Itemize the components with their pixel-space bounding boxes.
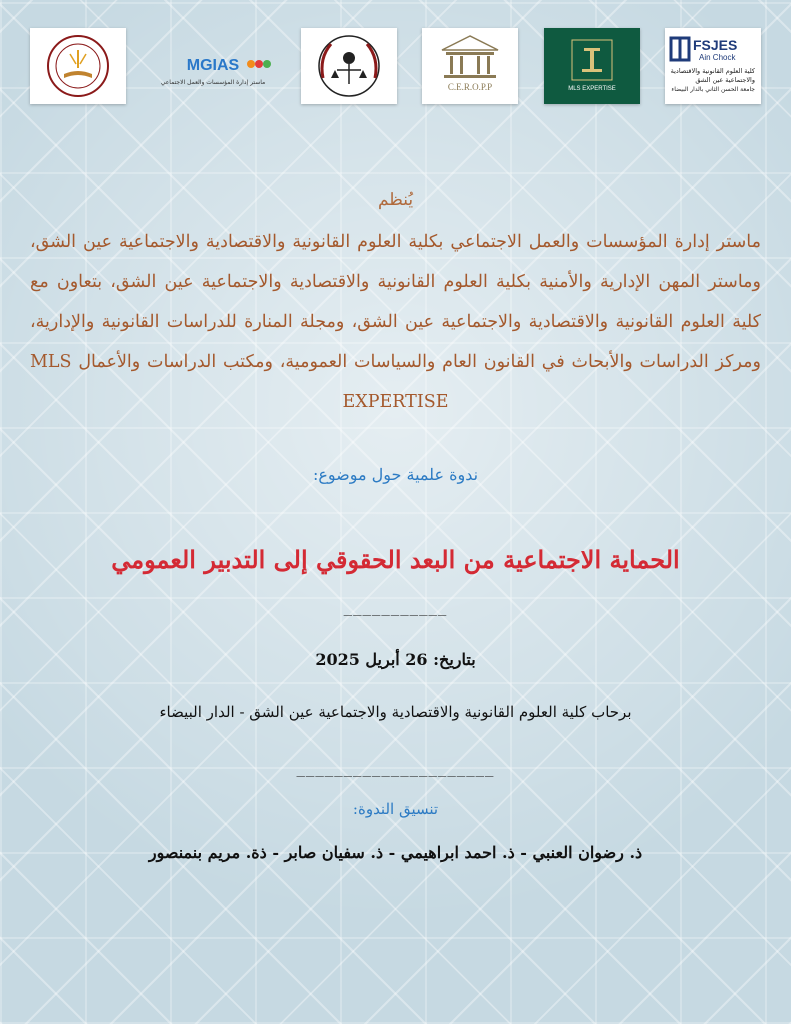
organizers-paragraph: ماستر إدارة المؤسسات والعمل الاجتماعي بكلية العلوم القانونية والاقتصادية والاجتماعية عين الشق، وماستر المهن الإدارية والأمنية بكلية العلوم القانونية والاقتصادية والاجتماعية عين الشق، بتعاون مع كلية العلوم القانونية والاقتصادية والاجتماعية عين الشق، ومجلة المنارة للدراسات القانونية والإدارية، ومركز الدراسات والأبحاث في القانون العام والسياسات العمومية، ومكتب الدراسات والأعمال MLS EXPERTISE (30, 232, 761, 412)
fsjes-ar-line-3: جامعة الحسن الثاني بالدار البيضاء (671, 86, 755, 93)
event-venue: برحاب كلية العلوم القانونية والاقتصادية والاجتماعية عين الشق - الدار البيضاء (159, 703, 632, 721)
mgias-text: MGIAS (187, 57, 240, 74)
separator-long: _____________________ (296, 761, 495, 777)
coordination-label: تنسيق الندوة: (352, 800, 439, 818)
mgias-sub: ماستر إدارة المؤسسات والعمل الاجتماعي (161, 79, 266, 86)
fsjes-ar-line-1: كلية العلوم القانونية والاقتصادية (670, 67, 755, 75)
ceropp-text: C.E.R.O.P.P (448, 82, 493, 92)
manara-journal-logo (30, 28, 126, 104)
fsjes-ar-line-2: والاجتماعية عين الشق (695, 76, 755, 84)
event-subtitle: ندوة علمية حول موضوع: (312, 465, 479, 484)
mls-expertise-logo (544, 28, 640, 104)
fsjes-sub: Ain Chock (698, 53, 736, 62)
fsjes-title: FSJES (692, 37, 738, 53)
separator-short: ___________ (343, 600, 448, 616)
event-date: بتاريخ: 26 أبريل 2025 (315, 650, 476, 669)
master-emblem-logo (301, 28, 397, 104)
mls-text: MLS EXPERTISE (567, 86, 616, 92)
organizes-heading: يُنظم (377, 190, 414, 210)
ceropp-logo (422, 28, 518, 104)
coordination-names: ذ. رضوان العنبي - ذ. احمد ابراهيمي - ذ. سفيان صابر - ذة. مريم بنمنصور (148, 843, 643, 862)
event-title: الحماية الاجتماعية من البعد الحقوقي إلى التدبير العمومي (111, 545, 680, 574)
logo-strip (30, 28, 761, 108)
mgias-logo (151, 28, 275, 104)
fsjes-logo (665, 28, 761, 104)
